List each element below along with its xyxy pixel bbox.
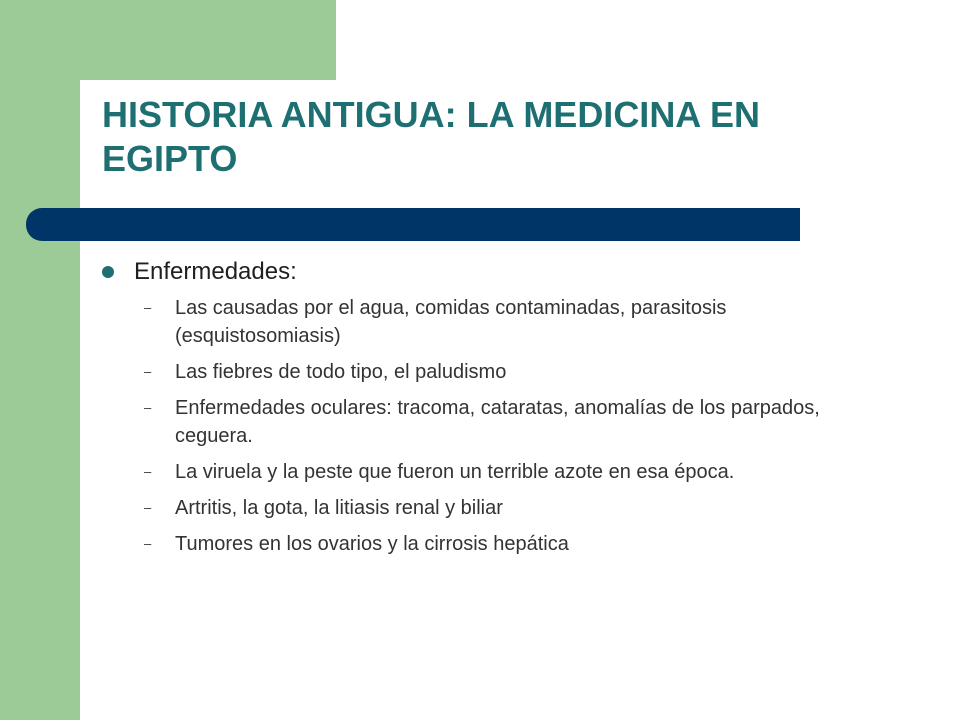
sub-bullet-text: La viruela y la peste que fueron un terrible azote en esa época. bbox=[175, 461, 735, 483]
bullet-label: Enfermedades: bbox=[134, 258, 297, 285]
sub-bullet-text: Las fiebres de todo tipo, el paludismo bbox=[175, 361, 507, 383]
sub-bullet-text: Enfermedades oculares: tracoma, cataratas, anomalías de los parpados, ceguera. bbox=[175, 397, 820, 447]
dash-icon: – bbox=[144, 300, 152, 315]
bullet-enfermedades bbox=[100, 256, 880, 288]
sub-bullet-item bbox=[100, 394, 880, 450]
sub-bullet-item bbox=[100, 294, 880, 350]
sub-bullet-item bbox=[100, 530, 880, 558]
sub-bullet-text: Artritis, la gota, la litiasis renal y biliar bbox=[175, 497, 503, 519]
sub-bullet-item bbox=[100, 494, 880, 522]
dash-icon: – bbox=[144, 464, 152, 479]
sub-bullet-item bbox=[100, 358, 880, 386]
left-accent-bar bbox=[0, 0, 80, 720]
sub-bullet-item bbox=[100, 458, 880, 486]
dash-icon: – bbox=[144, 400, 152, 415]
bullet-dot-icon bbox=[102, 266, 114, 278]
slide-title: HISTORIA ANTIGUA: LA MEDICINA EN EGIPTO bbox=[102, 94, 760, 179]
top-accent-block bbox=[80, 0, 336, 80]
dash-icon: – bbox=[144, 500, 152, 515]
title-underline-bar bbox=[26, 208, 800, 241]
sub-bullet-text: Tumores en los ovarios y la cirrosis hepática bbox=[175, 533, 569, 555]
sub-bullet-list bbox=[100, 294, 880, 558]
sub-bullet-text: Las causadas por el agua, comidas contaminadas, parasitosis (esquistosomiasis) bbox=[175, 297, 727, 347]
dash-icon: – bbox=[144, 364, 152, 379]
slide-content bbox=[100, 256, 880, 566]
dash-icon: – bbox=[144, 536, 152, 551]
